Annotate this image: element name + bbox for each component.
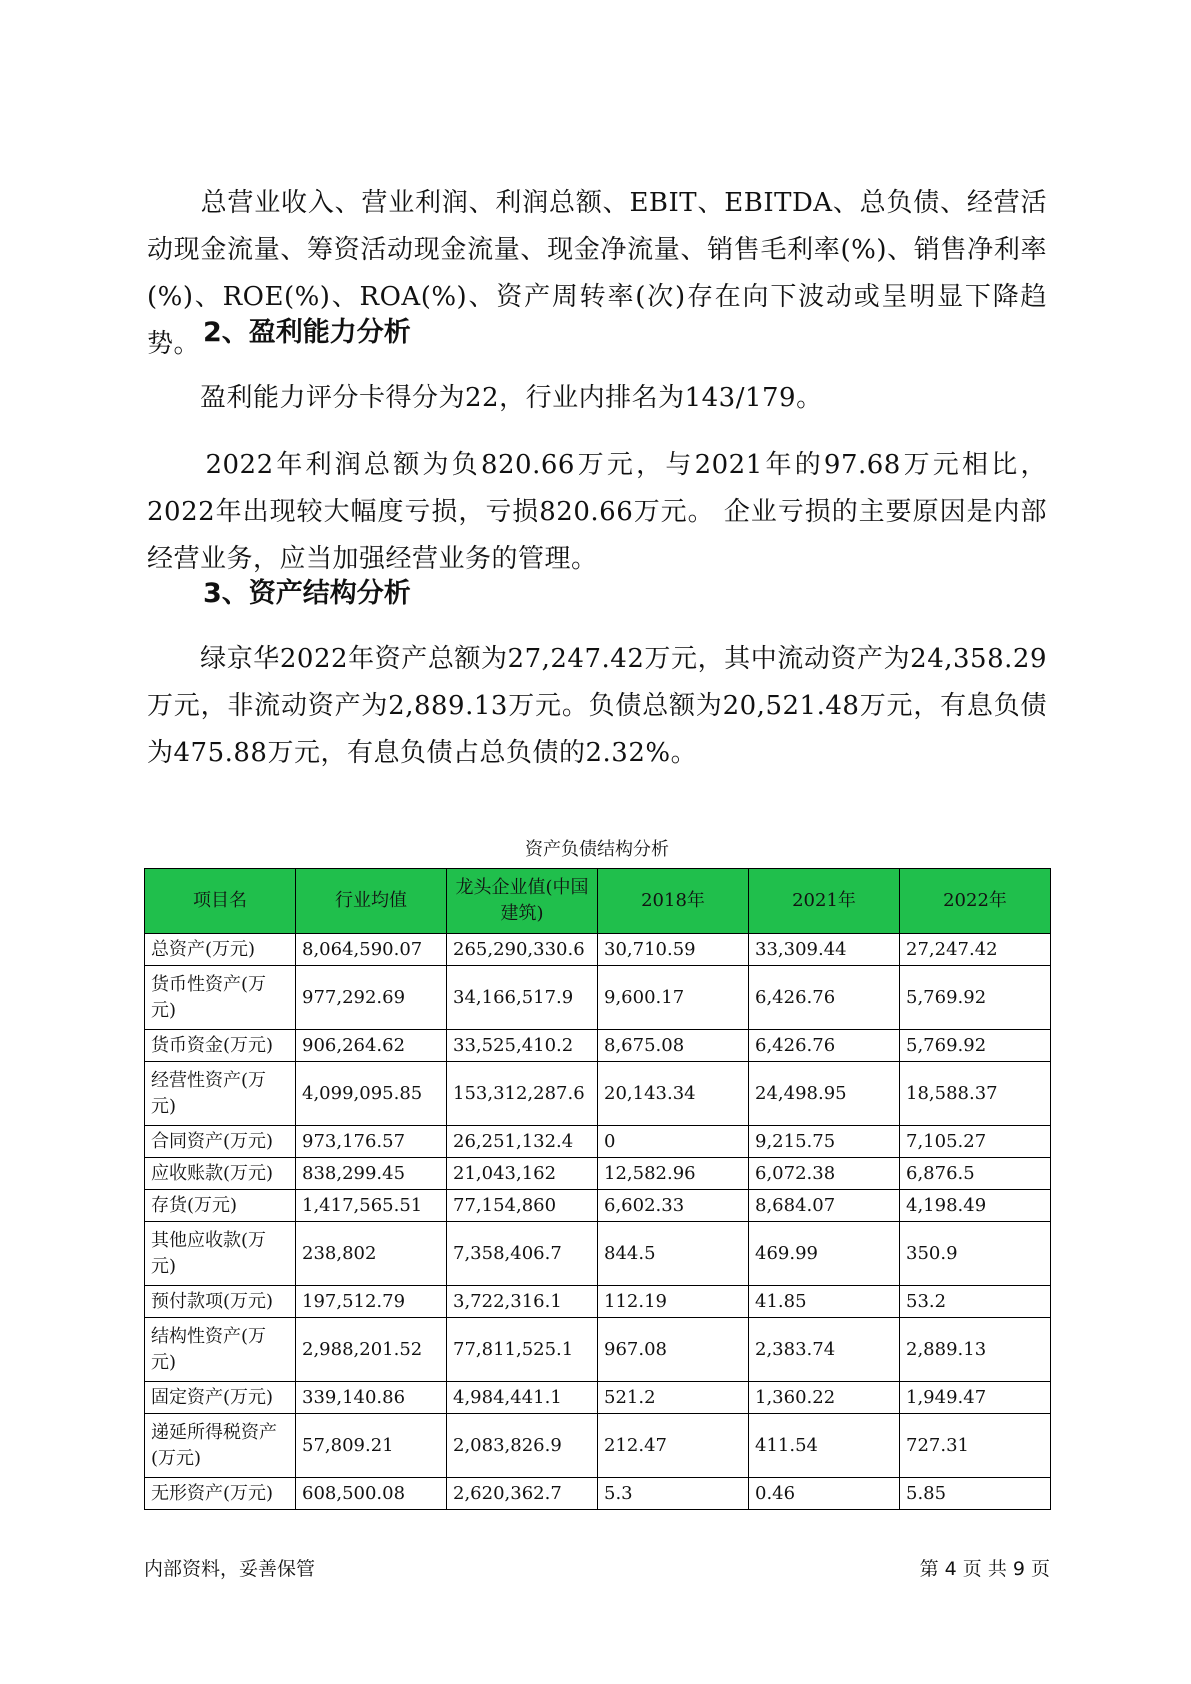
cell-2022: 5,769.92 bbox=[900, 1030, 1051, 1062]
table-row bbox=[145, 1382, 1051, 1414]
cell-industry-average: 8,064,590.07 bbox=[296, 934, 447, 966]
cell-2021: 8,684.07 bbox=[749, 1190, 900, 1222]
cell-2018: 30,710.59 bbox=[598, 934, 749, 966]
cell-2021: 6,426.76 bbox=[749, 1030, 900, 1062]
cell-2018: 0 bbox=[598, 1126, 749, 1158]
cell-2021: 2,383.74 bbox=[749, 1318, 900, 1382]
cell-2018: 12,582.96 bbox=[598, 1158, 749, 1190]
header-year-2021: 2021年 bbox=[749, 869, 900, 934]
cell-item-name: 递延所得税资产(万元) bbox=[145, 1414, 296, 1478]
cell-industry-average: 197,512.79 bbox=[296, 1286, 447, 1318]
cell-2021: 33,309.44 bbox=[749, 934, 900, 966]
table-row bbox=[145, 1062, 1051, 1126]
cell-2022: 5.85 bbox=[900, 1478, 1051, 1510]
cell-item-name: 其他应收款(万元) bbox=[145, 1222, 296, 1286]
cell-2022: 1,949.47 bbox=[900, 1382, 1051, 1414]
cell-2021: 24,498.95 bbox=[749, 1062, 900, 1126]
cell-industry-average: 4,099,095.85 bbox=[296, 1062, 447, 1126]
cell-2018: 8,675.08 bbox=[598, 1030, 749, 1062]
cell-leader-value: 7,358,406.7 bbox=[447, 1222, 598, 1286]
cell-2022: 53.2 bbox=[900, 1286, 1051, 1318]
cell-2021: 411.54 bbox=[749, 1414, 900, 1478]
cell-2022: 6,876.5 bbox=[900, 1158, 1051, 1190]
paragraph-declining-indicators: 总营业收入、营业利润、利润总额、EBIT、EBITDA、总负债、经营活动现金流量、筹资活动现金流量、现金净流量、销售毛利率(%)、销售净利率(%)、ROE(%)、ROA(%)、资产周转率(次)存在向下波动或呈明显下降趋势。 bbox=[147, 188, 1047, 359]
table-row bbox=[145, 1222, 1051, 1286]
cell-industry-average: 1,417,565.51 bbox=[296, 1190, 447, 1222]
cell-2022: 27,247.42 bbox=[900, 934, 1051, 966]
table-row bbox=[145, 1478, 1051, 1510]
cell-leader-value: 2,083,826.9 bbox=[447, 1414, 598, 1478]
footer-page-number: 第 4 页 共 9 页 bbox=[919, 1558, 1050, 1580]
cell-item-name: 货币资金(万元) bbox=[145, 1030, 296, 1062]
table-row bbox=[145, 934, 1051, 966]
table-header-row bbox=[145, 869, 1051, 934]
cell-2022: 2,889.13 bbox=[900, 1318, 1051, 1382]
paragraph-profitability-score: 盈利能力评分卡得分为22，行业内排名为143/179。 bbox=[147, 383, 823, 413]
cell-leader-value: 77,154,860 bbox=[447, 1190, 598, 1222]
table-caption: 资产负债结构分析 bbox=[525, 839, 669, 860]
cell-item-name: 预付款项(万元) bbox=[145, 1286, 296, 1318]
cell-2018: 521.2 bbox=[598, 1382, 749, 1414]
cell-item-name: 经营性资产(万元) bbox=[145, 1062, 296, 1126]
cell-industry-average: 973,176.57 bbox=[296, 1126, 447, 1158]
cell-2021: 6,072.38 bbox=[749, 1158, 900, 1190]
cell-leader-value: 2,620,362.7 bbox=[447, 1478, 598, 1510]
cell-industry-average: 2,988,201.52 bbox=[296, 1318, 447, 1382]
footer-confidential-note: 内部资料，妥善保管 bbox=[144, 1558, 316, 1580]
cell-2018: 6,602.33 bbox=[598, 1190, 749, 1222]
table-row bbox=[145, 1414, 1051, 1478]
cell-2021: 0.46 bbox=[749, 1478, 900, 1510]
cell-industry-average: 57,809.21 bbox=[296, 1414, 447, 1478]
cell-leader-value: 21,043,162 bbox=[447, 1158, 598, 1190]
table-row bbox=[145, 1126, 1051, 1158]
cell-leader-value: 34,166,517.9 bbox=[447, 966, 598, 1030]
cell-item-name: 总资产(万元) bbox=[145, 934, 296, 966]
cell-item-name: 结构性资产(万元) bbox=[145, 1318, 296, 1382]
cell-2022: 18,588.37 bbox=[900, 1062, 1051, 1126]
cell-2021: 6,426.76 bbox=[749, 966, 900, 1030]
cell-industry-average: 906,264.62 bbox=[296, 1030, 447, 1062]
cell-industry-average: 339,140.86 bbox=[296, 1382, 447, 1414]
cell-2018: 212.47 bbox=[598, 1414, 749, 1478]
table-row bbox=[145, 966, 1051, 1030]
balance-sheet-structure-table bbox=[144, 868, 1051, 1510]
table-row bbox=[145, 1030, 1051, 1062]
cell-item-name: 无形资产(万元) bbox=[145, 1478, 296, 1510]
section-heading-profitability: 2、盈利能力分析 bbox=[203, 317, 411, 348]
cell-leader-value: 3,722,316.1 bbox=[447, 1286, 598, 1318]
cell-2022: 350.9 bbox=[900, 1222, 1051, 1286]
cell-2021: 41.85 bbox=[749, 1286, 900, 1318]
cell-2021: 9,215.75 bbox=[749, 1126, 900, 1158]
cell-item-name: 固定资产(万元) bbox=[145, 1382, 296, 1414]
cell-leader-value: 4,984,441.1 bbox=[447, 1382, 598, 1414]
cell-2021: 1,360.22 bbox=[749, 1382, 900, 1414]
cell-2018: 9,600.17 bbox=[598, 966, 749, 1030]
cell-item-name: 应收账款(万元) bbox=[145, 1158, 296, 1190]
header-leader-value: 龙头企业值(中国建筑) bbox=[447, 869, 598, 934]
cell-leader-value: 77,811,525.1 bbox=[447, 1318, 598, 1382]
cell-2018: 844.5 bbox=[598, 1222, 749, 1286]
header-year-2018: 2018年 bbox=[598, 869, 749, 934]
cell-2018: 5.3 bbox=[598, 1478, 749, 1510]
cell-item-name: 存货(万元) bbox=[145, 1190, 296, 1222]
cell-item-name: 合同资产(万元) bbox=[145, 1126, 296, 1158]
cell-2021: 469.99 bbox=[749, 1222, 900, 1286]
table-row bbox=[145, 1286, 1051, 1318]
header-item-name: 项目名 bbox=[145, 869, 296, 934]
table-row bbox=[145, 1158, 1051, 1190]
cell-2018: 20,143.34 bbox=[598, 1062, 749, 1126]
cell-2018: 967.08 bbox=[598, 1318, 749, 1382]
header-industry-average: 行业均值 bbox=[296, 869, 447, 934]
table-row bbox=[145, 1318, 1051, 1382]
cell-2018: 112.19 bbox=[598, 1286, 749, 1318]
cell-industry-average: 238,802 bbox=[296, 1222, 447, 1286]
cell-leader-value: 153,312,287.6 bbox=[447, 1062, 598, 1126]
cell-2022: 727.31 bbox=[900, 1414, 1051, 1478]
table-row bbox=[145, 1190, 1051, 1222]
cell-leader-value: 26,251,132.4 bbox=[447, 1126, 598, 1158]
cell-leader-value: 265,290,330.6 bbox=[447, 934, 598, 966]
cell-2022: 4,198.49 bbox=[900, 1190, 1051, 1222]
cell-2022: 7,105.27 bbox=[900, 1126, 1051, 1158]
paragraph-profit-loss: 2022年利润总额为负820.66万元，与2021年的97.68万元相比，2022年出现较大幅度亏损，亏损820.66万元。 企业亏损的主要原因是内部经营业务，应当加强经营业务的管理。 bbox=[147, 450, 1047, 574]
cell-industry-average: 977,292.69 bbox=[296, 966, 447, 1030]
paragraph-asset-structure: 绿京华2022年资产总额为27,247.42万元，其中流动资产为24,358.29万元，非流动资产为2,889.13万元。负债总额为20,521.48万元，有息负债为475.88万元，有息负债占总负债的2.32%。 bbox=[147, 644, 1047, 768]
cell-industry-average: 608,500.08 bbox=[296, 1478, 447, 1510]
cell-leader-value: 33,525,410.2 bbox=[447, 1030, 598, 1062]
header-year-2022: 2022年 bbox=[900, 869, 1051, 934]
section-heading-asset-structure: 3、资产结构分析 bbox=[203, 578, 411, 609]
cell-industry-average: 838,299.45 bbox=[296, 1158, 447, 1190]
cell-item-name: 货币性资产(万元) bbox=[145, 966, 296, 1030]
cell-2022: 5,769.92 bbox=[900, 966, 1051, 1030]
